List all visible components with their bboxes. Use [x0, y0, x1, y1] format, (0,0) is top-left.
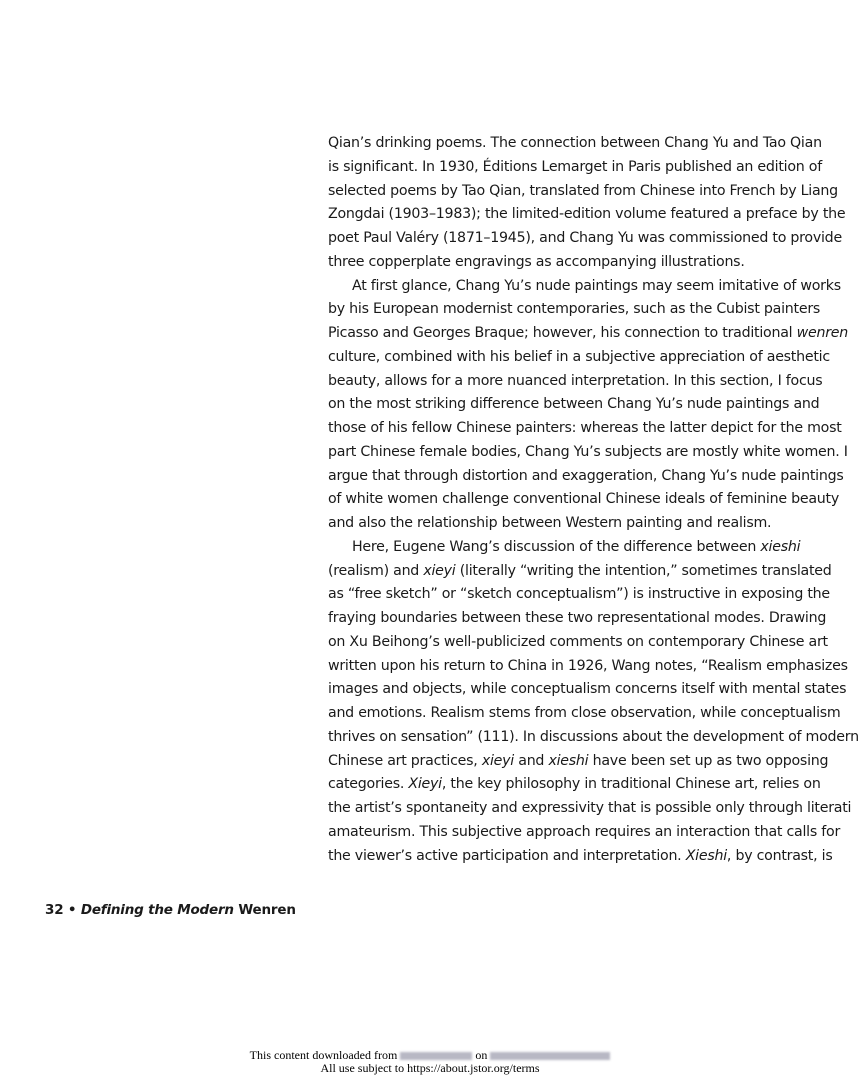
- text-run: and emotions. Realism stems from close observation, while conceptualism: [328, 705, 841, 721]
- text-run: poet Paul Valéry (1871–1945), and Chang Yu was commissioned to provide: [328, 230, 842, 246]
- text-line: [328, 607, 827, 631]
- text-line: [328, 655, 848, 679]
- text-line: [328, 156, 822, 180]
- text-line: [328, 845, 833, 869]
- italic-term: Xieyi: [408, 776, 442, 793]
- text-line: [328, 180, 838, 204]
- text-run: is significant. In 1930, Éditions Lemarget in Paris published an edition of: [328, 158, 822, 175]
- text-line: [328, 441, 848, 465]
- text-line: [328, 132, 822, 156]
- text-run: At first glance, Chang Yu’s nude paintings may seem imitative of works: [352, 277, 841, 294]
- text-run: written upon his return to China in 1926, Wang notes, “Realism emphasizes: [328, 657, 848, 674]
- text-run: (realism) and: [328, 562, 424, 579]
- text-run: fraying boundaries between these two representational modes. Drawing: [328, 610, 827, 626]
- text-run: have been set up as two opposing: [588, 752, 829, 769]
- text-line: [328, 488, 839, 512]
- text-run: those of his fellow Chinese painters: whereas the latter depict for the most: [328, 420, 842, 436]
- text-run: and: [513, 752, 549, 769]
- jstor-notice: [0, 1049, 860, 1075]
- italic-term: xieshi: [760, 538, 801, 555]
- text-line: [328, 726, 859, 750]
- text-run: part Chinese female bodies, Chang Yu’s subjects are mostly white women. I: [328, 443, 848, 460]
- text-line: [328, 583, 830, 607]
- footer-bullet: •: [67, 902, 77, 918]
- download-on: on: [475, 1048, 488, 1062]
- text-line: [328, 346, 830, 370]
- text-line: [328, 393, 820, 417]
- text-run: by his European modernist contemporaries, such as the Cubist painters: [328, 301, 821, 318]
- text-run: culture, combined with his belief in a subjective appreciation of aesthetic: [328, 348, 830, 365]
- text-line: [328, 821, 841, 845]
- redacted-ip: [400, 1052, 472, 1060]
- text-run: Qian’s drinking poems. The connection between Chang Yu and Tao Qian: [328, 135, 822, 151]
- text-line: [328, 750, 829, 774]
- text-run: (literally “writing the intention,” sometimes translated: [455, 562, 832, 579]
- text-line: [328, 631, 828, 655]
- text-run: and also the relationship between Western painting and realism.: [328, 515, 772, 531]
- text-line: [328, 773, 821, 797]
- text-run: images and objects, while conceptualism concerns itself with mental states: [328, 681, 847, 698]
- text-run: amateurism. This subjective approach requires an interaction that calls for: [328, 823, 841, 840]
- text-line: [328, 275, 841, 299]
- download-line: [0, 1049, 860, 1062]
- text-line: [328, 702, 841, 726]
- text-line: [328, 512, 784, 536]
- body-text: [328, 132, 859, 868]
- text-line: [328, 370, 823, 394]
- text-run: Picasso and Georges Braque; however, his connection to traditional: [328, 325, 797, 341]
- text-line: [328, 227, 842, 251]
- text-line: [328, 298, 821, 322]
- text-run: the artist’s spontaneity and expressivity that is possible only through literati: [328, 800, 852, 816]
- text-run: argue that through distortion and exaggeration, Chang Yu’s nude paintings: [328, 467, 844, 484]
- text-run: categories.: [328, 776, 409, 793]
- page-number: 32: [45, 902, 64, 918]
- running-footer: [45, 902, 296, 918]
- text-line: [328, 678, 847, 702]
- text-run: on the most striking difference between Chang Yu’s nude paintings and: [328, 396, 820, 413]
- text-run: on Xu Beihong’s well-publicized comments on contemporary Chinese art: [328, 633, 828, 650]
- text-line: [328, 560, 832, 584]
- download-prefix: This content downloaded from: [249, 1048, 398, 1062]
- text-run: , the key philosophy in traditional Chinese art, relies on: [441, 776, 821, 793]
- italic-term: wenren: [796, 325, 849, 341]
- italic-term: Xieshi: [685, 847, 727, 864]
- text-line: [328, 465, 844, 489]
- italic-term: xieyi: [481, 752, 514, 769]
- text-run: selected poems by Tao Qian, translated from Chinese into French by Liang: [328, 182, 838, 199]
- text-line: [328, 203, 846, 227]
- text-line: [328, 417, 842, 441]
- text-line: [328, 322, 849, 346]
- text-run: Chinese art practices,: [328, 752, 482, 769]
- text-run: the viewer’s active participation and interpretation.: [328, 847, 686, 864]
- text-line: [328, 536, 801, 560]
- text-run: Zongdai (1903–1983); the limited-edition volume featured a preface by the: [328, 206, 846, 223]
- italic-term: xieyi: [423, 562, 456, 579]
- text-run: as “free sketch” or “sketch conceptualism”) is instructive in exposing the: [328, 586, 830, 603]
- text-line: [328, 251, 784, 275]
- text-run: Here, Eugene Wang’s discussion of the difference between: [352, 538, 761, 555]
- text-line: [328, 797, 852, 821]
- terms-line: All use subject to https://about.jstor.org/terms: [320, 1061, 540, 1075]
- book-title-italic: Defining the Modern: [80, 902, 234, 918]
- redacted-date: [490, 1052, 610, 1060]
- book-title-roman: Wenren: [238, 902, 296, 918]
- text-run: thrives on sensation” (111). In discussions about the development of modern: [328, 728, 859, 745]
- text-run: of white women challenge conventional Chinese ideals of feminine beauty: [328, 491, 839, 508]
- text-run: beauty, allows for a more nuanced interpretation. In this section, I focus: [328, 372, 823, 389]
- text-run: three copperplate engravings as accompanying illustrations.: [328, 253, 745, 270]
- italic-term: xieshi: [548, 752, 589, 769]
- text-run: , by contrast, is: [726, 847, 833, 864]
